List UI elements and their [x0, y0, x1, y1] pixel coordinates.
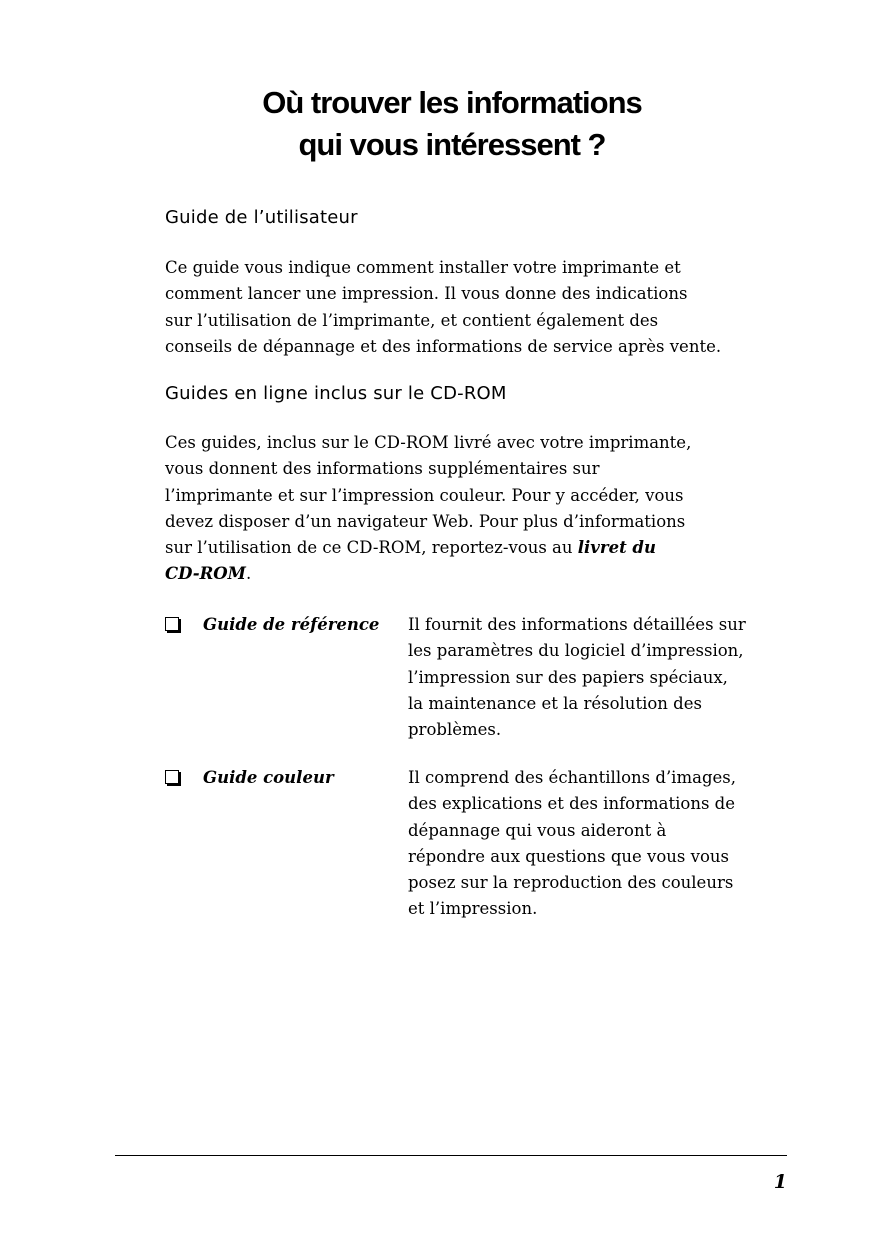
description-line: dépannage qui vous aideront à [408, 820, 667, 840]
item-name: Guide de référence [203, 615, 380, 634]
section-heading-user-guide: Guide de l’utilisateur [165, 207, 358, 228]
online-guides-paragraph [165, 430, 790, 588]
page-title-line-1: Où trouver les informations [262, 85, 642, 120]
paragraph-line [165, 535, 790, 561]
description-line: posez sur la reproduction des couleurs [408, 873, 734, 893]
paragraph-line-text: sur l’utilisation de ce CD-ROM, reportez-vous au [165, 538, 578, 558]
paragraph-line: Ces guides, inclus sur le CD-ROM livré avec votre imprimante, [165, 433, 692, 452]
paragraph-line [165, 561, 790, 587]
paragraph-line: Ce guide vous indique comment installer votre imprimante et [165, 258, 681, 277]
description-line: et l’impression. [408, 899, 538, 919]
paragraph-line: comment lancer une impression. Il vous donne des indications [165, 284, 688, 304]
paragraph-line: vous donnent des informations supplémentaires sur [165, 459, 600, 479]
description-line: la maintenance et la résolution des [408, 693, 702, 713]
description-line: Il comprend des échantillons d’images, [408, 768, 736, 787]
paragraph-line: sur l’utilisation de l’imprimante, et contient également des [165, 310, 659, 330]
description-line: l’impression sur des papiers spéciaux, [408, 667, 728, 687]
item-description [408, 612, 793, 743]
description-line: répondre aux questions que vous vous [408, 846, 729, 866]
item-name: Guide couleur [203, 768, 334, 787]
paragraph-line: devez disposer d’un navigateur Web. Pour plus d’informations [165, 511, 686, 531]
description-line: Il fournit des informations détaillées sur [408, 615, 746, 634]
cd-rom-booklet-reference: livret du [577, 538, 656, 558]
page-title-line-2: qui vous intéressent ? [298, 127, 606, 162]
page-title [0, 82, 886, 166]
checkbox-icon [165, 617, 179, 631]
page-number: 1 [773, 1171, 787, 1193]
paragraph-end-punct: . [245, 564, 252, 584]
description-line: les paramètres du logiciel d’impression, [408, 641, 744, 661]
footer-divider [115, 1155, 787, 1156]
cd-rom-booklet-reference: CD-ROM [165, 564, 246, 584]
item-description [408, 765, 793, 923]
section-heading-online-guides: Guides en ligne inclus sur le CD-ROM [165, 383, 507, 404]
user-guide-paragraph [165, 255, 790, 360]
paragraph-line: l’imprimante et sur l’impression couleur. Pour y accéder, vous [165, 485, 684, 505]
description-line: des explications et des informations de [408, 794, 735, 814]
checkbox-icon [165, 770, 179, 784]
paragraph-line: conseils de dépannage et des informations de service après vente. [165, 336, 722, 356]
description-line: problèmes. [408, 720, 502, 740]
